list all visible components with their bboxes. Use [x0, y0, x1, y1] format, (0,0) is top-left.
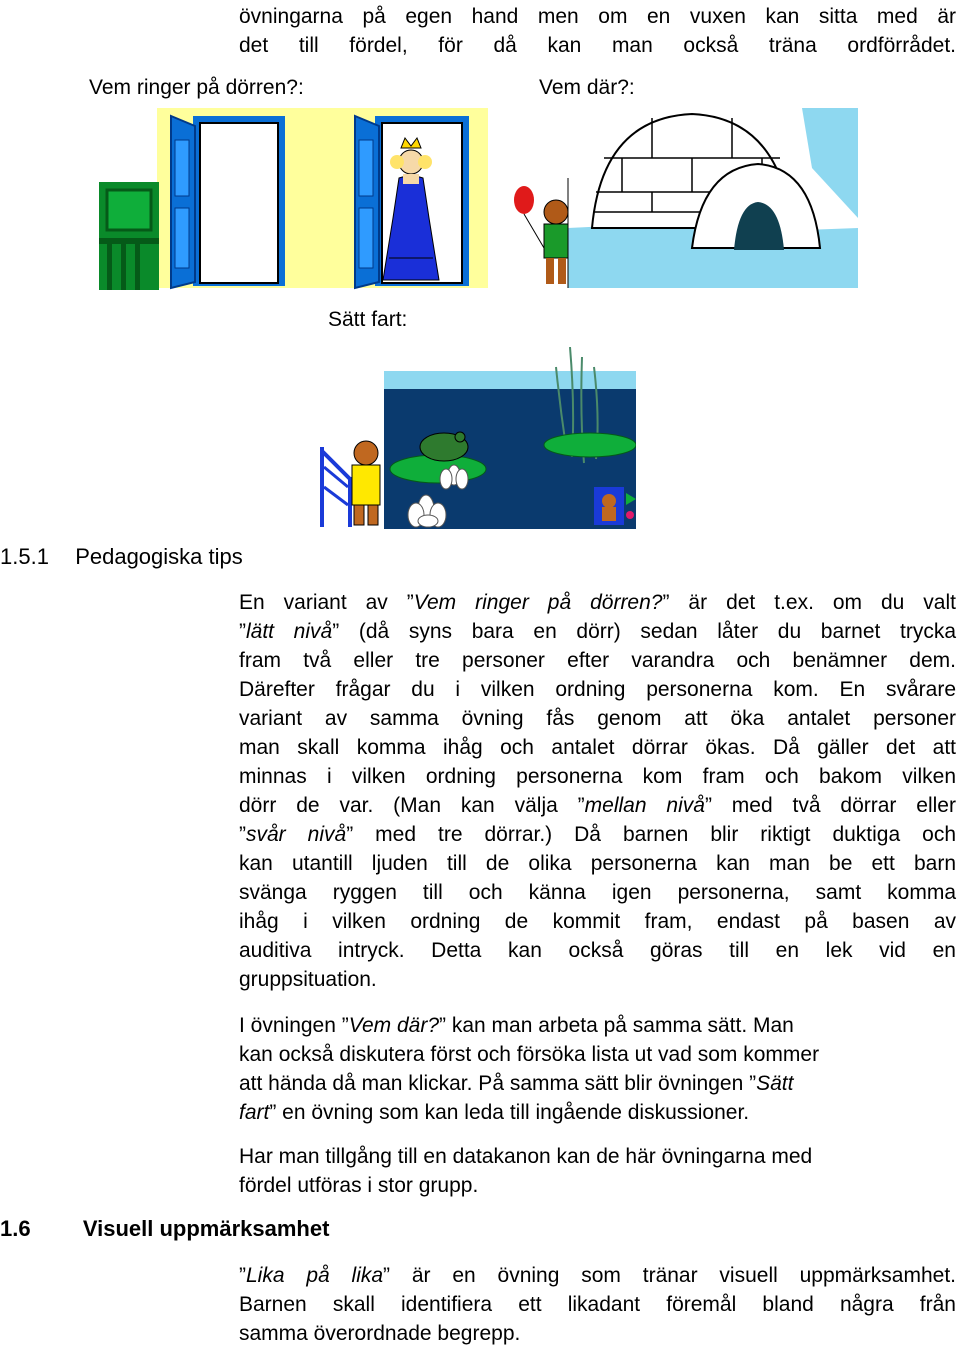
paragraph-projector: Har man tillgång till en datakanon kan de här övningarna med fördel utföras i stor grupp.	[239, 1145, 813, 1197]
section-title: Pedagogiska tips	[75, 544, 243, 569]
section-heading-1-6	[0, 1216, 329, 1242]
paragraph-igloo: I övningen ”Vem där?” kan man arbeta på samma sätt. Man kan också diskutera först och försöka lista ut vad som kommer att hända då man klickar. På samma sätt blir övningen ”Sätt fart” en övning som kan leda till ingående diskussioner.	[239, 1014, 820, 1124]
door-game-image	[99, 108, 488, 290]
section-heading-1-5-1	[0, 544, 243, 570]
paragraph-variant: En variant av ”Vem ringer på dörren?” är det t.ex. om du valt ”lätt nivå” (då syns bara en dörr) sedan låter du barnet trycka fram två eller tre personer efter varandra och benämner dem. Därefter frågar du i vilken ordning personerna kom. En svårare variant av samma övning fås genom att öka antalet personer man skall komma ihåg och antalet dörrar ökas. Då gäller det att minnas i vilken ordning personerna kom fram och bakom vilken dörr de var. (Man kan välja ”mellan nivå” med två dörrar eller ”svår nivå” med tre dörrar.) Då barnen blir riktigt duktiga och kan utantill ljuden till de olika personerna kan man be ett barn svänga ryggen till och känna igen personerna, samt komma ihåg i vilken ordning de kommit fram, endast på basen av auditiva intryck. Detta kan också göras till en lek vid en gruppsituation.	[239, 591, 957, 991]
paragraph-lika: ”Lika på lika” är en övning som tränar visuell uppmärksamhet. Barnen skall identifiera ett likadant föremål bland några från samma överordnade begrepp.	[239, 1264, 956, 1345]
caption-speed-game: Sätt fart:	[328, 308, 408, 331]
section-number: 1.6	[0, 1216, 31, 1241]
caption-igloo-game: Vem där?:	[539, 76, 635, 99]
intro-line: det till fördel, för då kan man också träna ordförrådet.	[239, 34, 956, 57]
intro-text	[239, 2, 956, 60]
caption-door-game: Vem ringer på dörren?:	[89, 76, 304, 99]
speed-game-image	[320, 347, 636, 529]
igloo-game-image	[512, 108, 858, 288]
section-number: 1.5.1	[0, 544, 49, 569]
section-title: Visuell uppmärksamhet	[82, 1216, 330, 1241]
intro-line: övningarna på egen hand men om en vuxen kan sitta med är	[239, 5, 956, 28]
